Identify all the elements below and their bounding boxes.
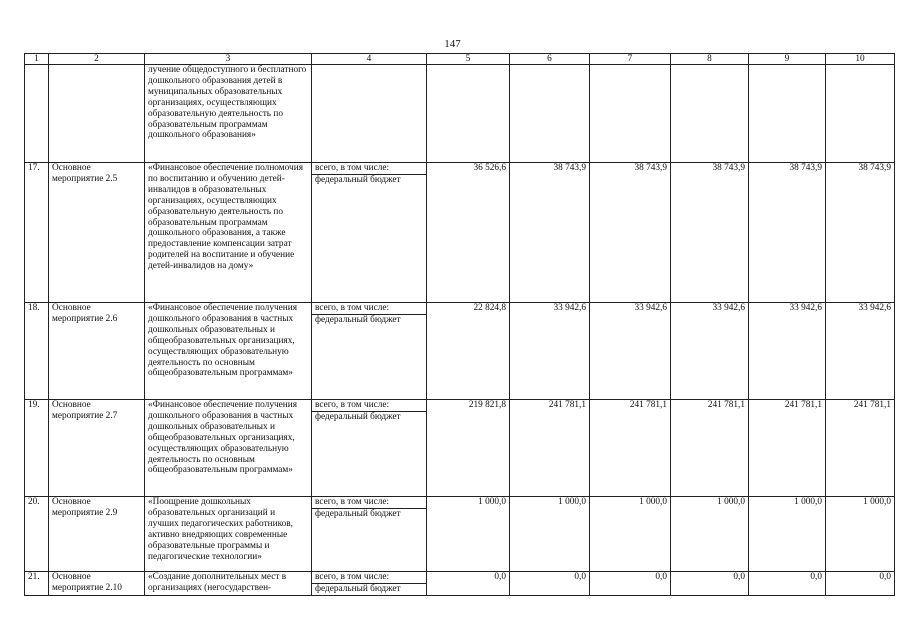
source-total: всего, в том числе: bbox=[315, 303, 390, 313]
column-header: 1 bbox=[25, 54, 49, 65]
table-row bbox=[25, 497, 895, 572]
table-row bbox=[25, 163, 895, 303]
value-cell: 22 824,8 bbox=[427, 303, 510, 400]
value-cell: 33 942,6 bbox=[749, 303, 826, 400]
value-cell: 1 000,0 bbox=[510, 497, 590, 572]
column-header: 6 bbox=[510, 54, 590, 65]
table-row bbox=[25, 65, 895, 163]
activity-description: «Создание дополнительных мест в организациях (негосударствен- bbox=[148, 572, 287, 593]
column-header: 8 bbox=[671, 54, 749, 65]
value-cell: 0,0 bbox=[749, 572, 826, 596]
value-cell: 36 526,6 bbox=[427, 163, 510, 303]
row-index: 20. bbox=[25, 497, 49, 572]
activity-description: «Финансовое обеспечение полномочия по воспитанию и обучению детей-инвалидов в образовательных организациях, осуществляющих образовательную деятельность по образовательным программам дошкольного образования, а также предоставление компенсации затрат родителей на воспитание и обучение детей-инвалидов на дому» bbox=[145, 163, 312, 303]
value-cell: 241 781,1 bbox=[671, 400, 749, 497]
activity-description: «Финансовое обеспечение получения дошкольного образования в частных дошкольных образовательных и общеобразовательных организациях, осуществляющих образовательную деятельность по основным общеобразовательным программам» bbox=[145, 303, 312, 400]
source-federal: федеральный бюджет bbox=[312, 411, 426, 423]
activity-name: Основное мероприятие 2.6 bbox=[49, 303, 145, 400]
value-cell: 0,0 bbox=[671, 572, 749, 596]
activity-name: Основное мероприятие 2.7 bbox=[49, 400, 145, 497]
value-cell: 38 743,9 bbox=[510, 163, 590, 303]
value-cell: 33 942,6 bbox=[671, 303, 749, 400]
value-cell: 241 781,1 bbox=[590, 400, 671, 497]
column-header: 5 bbox=[427, 54, 510, 65]
source-total: всего, в том числе: bbox=[315, 163, 390, 173]
source-total: всего, в том числе: bbox=[315, 572, 390, 582]
page-number: 147 bbox=[444, 38, 461, 50]
column-number-row bbox=[25, 54, 895, 65]
value-cell: 1 000,0 bbox=[749, 497, 826, 572]
column-header: 3 bbox=[145, 54, 312, 65]
row-index: 19. bbox=[25, 400, 49, 497]
source-federal: федеральный бюджет bbox=[312, 583, 426, 595]
value-cell: 1 000,0 bbox=[671, 497, 749, 572]
budget-table bbox=[24, 53, 895, 596]
value-cell: 0,0 bbox=[826, 572, 895, 596]
column-header: 4 bbox=[312, 54, 427, 65]
value-cell: 1 000,0 bbox=[590, 497, 671, 572]
source-federal: федеральный бюджет bbox=[312, 174, 426, 186]
source-federal: федеральный бюджет bbox=[312, 508, 426, 520]
activity-name: Основное мероприятие 2.5 bbox=[49, 163, 145, 303]
row-index: 17. bbox=[25, 163, 49, 303]
row-index: 21. bbox=[25, 572, 49, 596]
source-federal: федеральный бюджет bbox=[312, 314, 426, 326]
column-header: 10 bbox=[826, 54, 895, 65]
value-cell: 38 743,9 bbox=[590, 163, 671, 303]
activity-name: Основное мероприятие 2.10 bbox=[52, 572, 122, 593]
activity-description: «Финансовое обеспечение получения дошкольного образования в частных дошкольных образовательных и общеобразовательных организациях, осуществляющих образовательную деятельность по основным общеобразовательным программам» bbox=[145, 400, 312, 497]
value-cell: 241 781,1 bbox=[510, 400, 590, 497]
value-cell: 0,0 bbox=[427, 572, 510, 596]
activity-name: Основное мероприятие 2.9 bbox=[49, 497, 145, 572]
value-cell: 33 942,6 bbox=[826, 303, 895, 400]
value-cell: 1 000,0 bbox=[826, 497, 895, 572]
continuation-description: лучение общедоступного и бесплатного дошкольного образования детей в муниципальных образовательных организациях, осуществляющих образовательную деятельность по образовательным программам дошкольного образования» bbox=[145, 65, 312, 163]
value-cell: 219 821,8 bbox=[427, 400, 510, 497]
column-header: 7 bbox=[590, 54, 671, 65]
row-index: 18. bbox=[25, 303, 49, 400]
table-row bbox=[25, 400, 895, 497]
value-cell: 38 743,9 bbox=[749, 163, 826, 303]
value-cell: 241 781,1 bbox=[826, 400, 895, 497]
value-cell: 33 942,6 bbox=[510, 303, 590, 400]
value-cell: 0,0 bbox=[510, 572, 590, 596]
activity-description: «Поощрение дошкольных образовательных организаций и лучших педагогических работников, активно внедряющих современные образовательные программы и педагогические технологии» bbox=[145, 497, 312, 572]
table-row bbox=[25, 303, 895, 400]
value-cell: 1 000,0 bbox=[427, 497, 510, 572]
column-header: 2 bbox=[49, 54, 145, 65]
value-cell: 33 942,6 bbox=[590, 303, 671, 400]
column-header: 9 bbox=[749, 54, 826, 65]
value-cell: 38 743,9 bbox=[671, 163, 749, 303]
source-total: всего, в том числе: bbox=[315, 400, 390, 410]
value-cell: 0,0 bbox=[590, 572, 671, 596]
table-row bbox=[25, 572, 895, 596]
value-cell: 38 743,9 bbox=[826, 163, 895, 303]
source-total: всего, в том числе: bbox=[315, 497, 390, 507]
value-cell: 241 781,1 bbox=[749, 400, 826, 497]
